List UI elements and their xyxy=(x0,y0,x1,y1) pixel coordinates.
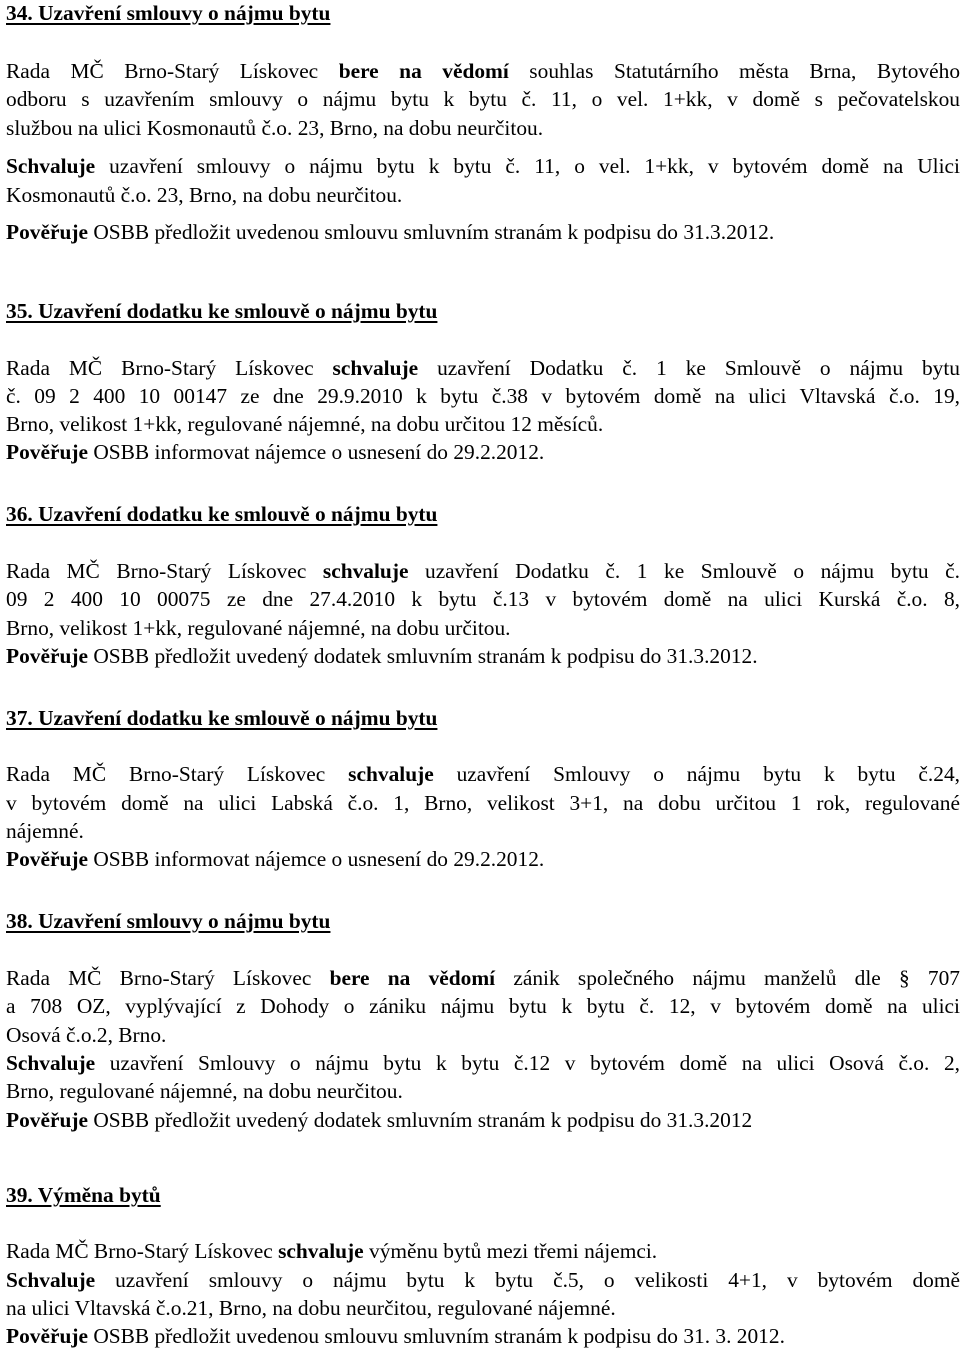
section-39-approval-line: na ulici Vltavská č.o.21, Brno, na dobu neurčitou, regulované nájemné. xyxy=(6,1296,616,1320)
section-36-decision-line: Brno, velikost 1+kk, regulované nájemné, na dobu určitou. xyxy=(6,616,511,640)
section-38-approval-line: Brno, regulované nájemné, na dobu neurčitou. xyxy=(6,1079,403,1103)
section-38-heading: 38. Uzavření smlouvy o nájmu bytu xyxy=(6,909,331,933)
section-34-decision-line: službou na ulici Kosmonautů č.o. 23, Brno, na dobu neurčitou. xyxy=(6,116,544,140)
section-38-decision-line: Osová č.o.2, Brno. xyxy=(6,1023,167,1047)
section-39-approval-line: Schvaluje uzavření smlouvy o nájmu bytu k bytu č.5, o velikosti 4+1, v bytovém domě xyxy=(6,1268,960,1292)
section-34-heading: 34. Uzavření smlouvy o nájmu bytu xyxy=(6,1,331,25)
section-34-decision-line: Rada MČ Brno-Starý Lískovec bere na vědomí souhlas Statutárního města Brna, Bytového xyxy=(6,59,960,83)
section-36-heading: 36. Uzavření dodatku ke smlouvě o nájmu bytu xyxy=(6,502,438,526)
section-37-decision-line: v bytovém domě na ulici Labská č.o. 1, Brno, velikost 3+1, na dobu určitou 1 rok, regulované xyxy=(6,791,960,815)
section-37-decision-line: Rada MČ Brno-Starý Lískovec schvaluje uzavření Smlouvy o nájmu bytu k bytu č.24, xyxy=(6,762,960,786)
section-38-decision-line: Rada MČ Brno-Starý Lískovec bere na vědomí zánik společného nájmu manželů dle § 707 xyxy=(6,966,960,990)
section-36-decision-line: Rada MČ Brno-Starý Lískovec schvaluje uzavření Dodatku č. 1 ke Smlouvě o nájmu bytu č. xyxy=(6,559,960,583)
section-38-approval-line: Schvaluje uzavření Smlouvy o nájmu bytu k bytu č.12 v bytovém domě na ulici Osová č.o. 2, xyxy=(6,1051,960,1075)
section-39-heading: 39. Výměna bytů xyxy=(6,1183,161,1207)
section-35-mandate-line: Pověřuje OSBB informovat nájemce o usnesení do 29.2.2012. xyxy=(6,440,545,464)
section-39-mandate-line: Pověřuje OSBB předložit uvedenou smlouvu smluvním stranám k podpisu do 31. 3. 2012. xyxy=(6,1324,785,1348)
section-38-decision-line: a 708 OZ, vyplývající z Dohody o zániku nájmu bytu k bytu č. 12, v bytovém domě na ulici xyxy=(6,994,960,1018)
section-34-approval-line: Kosmonautů č.o. 23, Brno, na dobu neurčitou. xyxy=(6,183,403,207)
section-37-decision-line: nájemné. xyxy=(6,819,84,843)
section-35-heading: 35. Uzavření dodatku ke smlouvě o nájmu bytu xyxy=(6,299,438,323)
section-35-decision-line: Rada MČ Brno-Starý Lískovec schvaluje uzavření Dodatku č. 1 ke Smlouvě o nájmu bytu xyxy=(6,356,960,380)
section-37-mandate-line: Pověřuje OSBB informovat nájemce o usnesení do 29.2.2012. xyxy=(6,847,545,871)
section-38-mandate-line: Pověřuje OSBB předložit uvedený dodatek smluvním stranám k podpisu do 31.3.2012 xyxy=(6,1108,753,1132)
section-36-decision-line: 09 2 400 10 00075 ze dne 27.4.2010 k bytu č.13 v bytovém domě na ulici Kurská č.o. 8, xyxy=(6,587,960,611)
section-34-mandate-line: Pověřuje OSBB předložit uvedenou smlouvu smluvním stranám k podpisu do 31.3.2012. xyxy=(6,220,775,244)
section-37-heading: 37. Uzavření dodatku ke smlouvě o nájmu bytu xyxy=(6,706,438,730)
section-39-decision-line: Rada MČ Brno-Starý Lískovec schvaluje výměnu bytů mezi třemi nájemci. xyxy=(6,1239,658,1263)
section-34-decision-line: odboru s uzavřením smlouvy o nájmu bytu k bytu č. 11, o vel. 1+kk, v domě s pečovatelskou xyxy=(6,87,960,111)
section-35-decision-line: Brno, velikost 1+kk, regulované nájemné, na dobu určitou 12 měsíců. xyxy=(6,412,604,436)
section-36-mandate-line: Pověřuje OSBB předložit uvedený dodatek smluvním stranám k podpisu do 31.3.2012. xyxy=(6,644,758,668)
section-34-approval-line: Schvaluje uzavření smlouvy o nájmu bytu k bytu č. 11, o vel. 1+kk, v bytovém domě na Ulici xyxy=(6,154,960,178)
section-35-decision-line: č. 09 2 400 10 00147 ze dne 29.9.2010 k bytu č.38 v bytovém domě na ulici Vltavská č.o. 19, xyxy=(6,384,960,408)
